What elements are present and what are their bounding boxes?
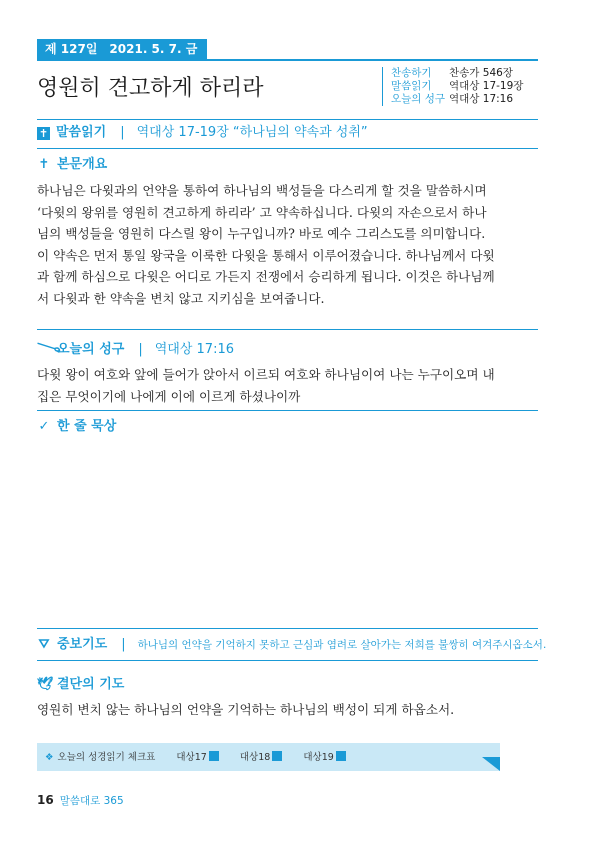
intercession-text: 하나님의 언약을 기억하지 못하고 근심과 염려로 살아가는 저희를 불쌍히 여겨주시옵소서. [137, 639, 547, 651]
page-footer [37, 793, 124, 808]
checkbox[interactable] [209, 751, 219, 761]
verse-heading [37, 341, 234, 359]
separator-icon: | [120, 125, 125, 140]
checkmark-icon: ✓ [38, 419, 50, 434]
summary-title: 본문개요 [57, 157, 108, 172]
reading-heading [37, 124, 368, 142]
checklist-item-label: 대상18 [239, 752, 271, 763]
checklist-item[interactable] [303, 752, 345, 763]
praying-hands-icon: ⛛ [38, 637, 50, 652]
summary-line: 서 다윗과 한 약속을 변치 않고 지키심을 보여줍니다. [37, 290, 325, 306]
checklist-item[interactable] [176, 752, 218, 763]
checkbox[interactable] [272, 751, 282, 761]
verse-line: 다윗 왕이 여호와 앞에 들어가 앉아서 이르되 여호와 하나님이여 나는 누구이오며 내 [37, 367, 495, 382]
reading-checklist [45, 750, 346, 766]
summary-line: ‘다윗의 왕위를 영원히 견고하게 하리라’ 고 약속하십니다. 다윗의 자손으로서 하나 [37, 204, 487, 220]
chalice-icon: 𐃆 [37, 342, 61, 357]
reading-title: 말씀읽기 [56, 125, 107, 140]
divider [37, 119, 538, 120]
summary-line: 하나님은 다윗과의 언약을 통하여 하나님의 백성들을 다스리게 할 것을 말씀하시며 [37, 183, 487, 198]
resolution-title: 결단의 기도 [57, 677, 125, 692]
verse-text [37, 364, 540, 407]
divider [37, 660, 538, 661]
date-tab [37, 39, 207, 59]
intercession-heading [37, 636, 546, 654]
reference-list [382, 67, 523, 106]
bible-cross-icon: ✝ [38, 127, 49, 140]
summary-line: 이 약속은 먼저 통일 왕국을 이룩한 다윗을 통해서 이루어졌습니다. 하나님께서 다윗 [37, 247, 495, 263]
reference-value: 찬송가 546장 [449, 67, 513, 79]
reading-subtitle: 역대상 17-19장 “하나님의 약속과 성취” [136, 125, 368, 140]
summary-text [37, 180, 540, 309]
diamond-icon: ❖ [45, 752, 54, 763]
reference-label: 찬송하기 [391, 67, 432, 79]
cross-icon: ✝ [38, 157, 50, 172]
divider [37, 329, 538, 330]
checklist-item-label: 대상17 [176, 752, 207, 763]
day-label: 제 127일 [45, 42, 98, 56]
verse-title: 오늘의 성구 [57, 342, 125, 357]
page-title: 영원히 견고하게 하리라 [37, 76, 264, 101]
summary-line: 과 함께 하심으로 다윗은 어디로 가든지 전쟁에서 승리하게 됩니다. 이것은 하나님께 [37, 269, 495, 284]
header-divider [37, 59, 538, 61]
intercession-title: 중보기도 [57, 637, 108, 652]
checkbox[interactable] [336, 751, 346, 761]
divider [37, 148, 538, 149]
meditation-heading [37, 418, 116, 436]
divider [37, 628, 538, 629]
divider [37, 410, 538, 411]
separator-icon: | [121, 637, 126, 652]
date-label: 2021. 5. 7. 금 [109, 42, 198, 56]
resolution-heading [37, 676, 124, 694]
verse-line: 집은 무엇이기에 나에게 이에 이르게 하셨나이까 [37, 388, 301, 404]
reference-value: 역대상 17:16 [449, 93, 514, 105]
reference-label: 오늘의 성구 [391, 93, 446, 105]
dove-icon: 🕊 [37, 677, 54, 692]
summary-line: 님의 백성들을 영원히 다스릴 왕이 누구입니까? 바로 예수 그리스도를 의미합니다. [37, 226, 486, 241]
reference-reading [391, 80, 523, 93]
resolution-text: 영원히 변치 않는 하나님의 언약을 기억하는 하나님의 백성이 되게 하옵소서. [37, 702, 455, 717]
reference-label: 말씀읽기 [391, 80, 432, 92]
page-number: 16 [37, 793, 54, 807]
summary-heading [37, 156, 107, 174]
reference-value: 역대상 17-19장 [449, 80, 524, 92]
checklist-item[interactable] [240, 752, 282, 763]
page-fold-corner [482, 757, 500, 771]
separator-icon: | [138, 342, 143, 357]
book-title: 말씀대로 365 [59, 795, 124, 807]
meditation-title: 한 줄 묵상 [57, 419, 117, 434]
verse-reference: 역대상 17:16 [154, 342, 234, 357]
reference-hymn [391, 67, 523, 80]
checklist-item-label: 대상19 [303, 752, 334, 763]
reference-verse [391, 93, 523, 106]
checklist-title: 오늘의 성경읽기 체크표 [57, 752, 156, 763]
